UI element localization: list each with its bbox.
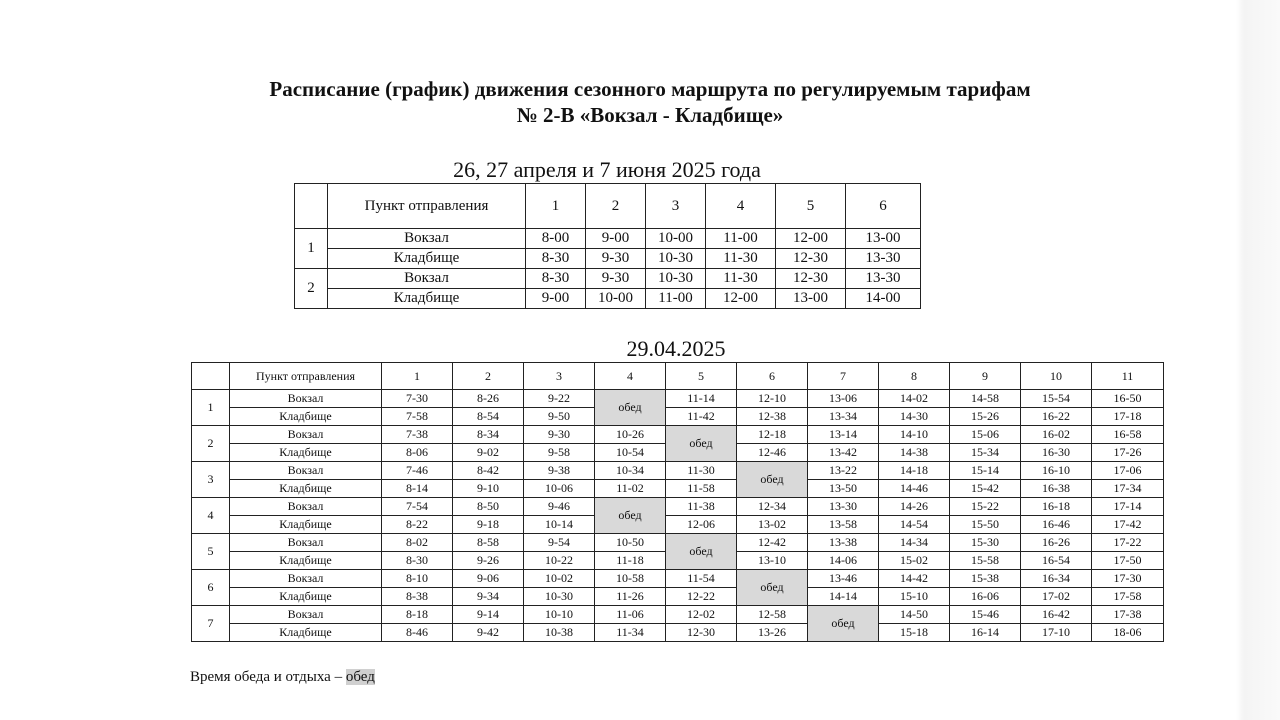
time-cell: 12-34 (737, 498, 808, 516)
lunch-break-cell: обед (737, 570, 808, 606)
time-cell: 8-02 (382, 534, 453, 552)
table-row (192, 462, 1164, 480)
time-cell: 15-34 (950, 444, 1021, 462)
header-trip-3: 3 (524, 363, 595, 390)
lunch-break-cell: обед (808, 606, 879, 642)
time-cell: 15-10 (879, 588, 950, 606)
header-departure-point: Пункт отправления (328, 184, 526, 229)
time-cell: 13-10 (737, 552, 808, 570)
time-cell: 15-18 (879, 624, 950, 642)
lunch-break-cell: обед (666, 426, 737, 462)
time-cell: 17-18 (1092, 408, 1164, 426)
time-cell: 12-10 (737, 390, 808, 408)
time-cell: 11-34 (595, 624, 666, 642)
time-cell: 9-06 (453, 570, 524, 588)
lunch-note-highlight: обед (345, 669, 375, 685)
time-cell: 12-30 (776, 269, 846, 289)
time-cell: 15-06 (950, 426, 1021, 444)
time-cell: 14-14 (808, 588, 879, 606)
time-cell: 16-50 (1092, 390, 1164, 408)
vehicle-number: 4 (192, 498, 230, 534)
time-cell: 11-26 (595, 588, 666, 606)
header-trip-6: 6 (737, 363, 808, 390)
stop-name: Вокзал (230, 606, 382, 624)
time-cell: 16-22 (1021, 408, 1092, 426)
header-trip-11: 11 (1092, 363, 1164, 390)
header-trip-5: 5 (666, 363, 737, 390)
title-line-1: Расписание (график) движения сезонного маршрута по регулируемым тарифам (269, 77, 1031, 101)
time-cell: 10-38 (524, 624, 595, 642)
time-cell: 17-34 (1092, 480, 1164, 498)
time-cell: 17-58 (1092, 588, 1164, 606)
time-cell: 9-00 (526, 289, 586, 309)
header-trip-5: 5 (776, 184, 846, 229)
stop-name: Кладбище (230, 408, 382, 426)
time-cell: 17-06 (1092, 462, 1164, 480)
time-cell: 15-14 (950, 462, 1021, 480)
time-cell: 14-02 (879, 390, 950, 408)
vehicle-number: 2 (295, 269, 328, 309)
header-trip-3: 3 (646, 184, 706, 229)
vehicle-number: 3 (192, 462, 230, 498)
time-cell: 14-50 (879, 606, 950, 624)
time-cell: 11-00 (706, 229, 776, 249)
time-cell: 11-58 (666, 480, 737, 498)
time-cell: 16-14 (950, 624, 1021, 642)
time-cell: 15-46 (950, 606, 1021, 624)
time-cell: 9-50 (524, 408, 595, 426)
lunch-break-cell: обед (737, 462, 808, 498)
time-cell: 14-46 (879, 480, 950, 498)
time-cell: 9-42 (453, 624, 524, 642)
stop-name: Вокзал (230, 462, 382, 480)
time-cell: 9-58 (524, 444, 595, 462)
time-cell: 12-02 (666, 606, 737, 624)
corner-cell (192, 363, 230, 390)
time-cell: 10-30 (646, 249, 706, 269)
time-cell: 9-34 (453, 588, 524, 606)
time-cell: 9-14 (453, 606, 524, 624)
time-cell: 9-30 (586, 249, 646, 269)
time-cell: 13-46 (808, 570, 879, 588)
stop-name: Вокзал (328, 269, 526, 289)
time-cell: 8-18 (382, 606, 453, 624)
vehicle-number: 7 (192, 606, 230, 642)
time-cell: 10-06 (524, 480, 595, 498)
time-cell: 13-00 (846, 229, 921, 249)
stop-name: Вокзал (230, 498, 382, 516)
table1-caption: 26, 27 апреля и 7 июня 2025 года (453, 157, 761, 182)
time-cell: 17-30 (1092, 570, 1164, 588)
stop-name: Кладбище (328, 249, 526, 269)
stop-name: Вокзал (328, 229, 526, 249)
time-cell: 10-54 (595, 444, 666, 462)
table-row (295, 229, 921, 249)
time-cell: 12-00 (776, 229, 846, 249)
time-cell: 14-18 (879, 462, 950, 480)
time-cell: 8-34 (453, 426, 524, 444)
table-row (192, 408, 1164, 426)
time-cell: 16-26 (1021, 534, 1092, 552)
stop-name: Вокзал (230, 390, 382, 408)
document-title (150, 76, 1150, 128)
time-cell: 9-46 (524, 498, 595, 516)
time-cell: 15-02 (879, 552, 950, 570)
time-cell: 13-30 (846, 269, 921, 289)
time-cell: 9-38 (524, 462, 595, 480)
vehicle-number: 1 (295, 229, 328, 269)
corner-cell (295, 184, 328, 229)
time-cell: 14-10 (879, 426, 950, 444)
vehicle-number: 5 (192, 534, 230, 570)
time-cell: 9-00 (586, 229, 646, 249)
time-cell: 8-50 (453, 498, 524, 516)
time-cell: 16-46 (1021, 516, 1092, 534)
vehicle-number: 1 (192, 390, 230, 426)
time-cell: 10-34 (595, 462, 666, 480)
time-cell: 11-38 (666, 498, 737, 516)
time-cell: 8-38 (382, 588, 453, 606)
table-row (192, 516, 1164, 534)
time-cell: 16-54 (1021, 552, 1092, 570)
time-cell: 7-46 (382, 462, 453, 480)
time-cell: 16-58 (1092, 426, 1164, 444)
table-row (192, 534, 1164, 552)
time-cell: 17-14 (1092, 498, 1164, 516)
time-cell: 9-22 (524, 390, 595, 408)
time-cell: 17-50 (1092, 552, 1164, 570)
vehicle-number: 2 (192, 426, 230, 462)
time-cell: 15-30 (950, 534, 1021, 552)
time-cell: 15-26 (950, 408, 1021, 426)
time-cell: 10-26 (595, 426, 666, 444)
time-cell: 13-30 (808, 498, 879, 516)
time-cell: 14-58 (950, 390, 1021, 408)
time-cell: 9-26 (453, 552, 524, 570)
time-cell: 17-38 (1092, 606, 1164, 624)
time-cell: 17-22 (1092, 534, 1164, 552)
schedule-table-holiday (294, 183, 921, 309)
time-cell: 14-06 (808, 552, 879, 570)
time-cell: 8-10 (382, 570, 453, 588)
header-row (192, 363, 1164, 390)
time-cell: 15-22 (950, 498, 1021, 516)
header-trip-2: 2 (453, 363, 524, 390)
time-cell: 8-58 (453, 534, 524, 552)
time-cell: 12-58 (737, 606, 808, 624)
time-cell: 9-30 (524, 426, 595, 444)
time-cell: 15-38 (950, 570, 1021, 588)
table-row (192, 390, 1164, 408)
time-cell: 11-30 (706, 249, 776, 269)
time-cell: 13-30 (846, 249, 921, 269)
time-cell: 9-10 (453, 480, 524, 498)
time-cell: 11-30 (666, 462, 737, 480)
time-cell: 17-26 (1092, 444, 1164, 462)
time-cell: 9-18 (453, 516, 524, 534)
stop-name: Кладбище (230, 516, 382, 534)
time-cell: 13-26 (737, 624, 808, 642)
header-trip-6: 6 (846, 184, 921, 229)
time-cell: 17-10 (1021, 624, 1092, 642)
time-cell: 8-46 (382, 624, 453, 642)
time-cell: 10-50 (595, 534, 666, 552)
time-cell: 16-10 (1021, 462, 1092, 480)
time-cell: 10-00 (586, 289, 646, 309)
time-cell: 11-06 (595, 606, 666, 624)
time-cell: 16-18 (1021, 498, 1092, 516)
time-cell: 17-42 (1092, 516, 1164, 534)
header-trip-1: 1 (382, 363, 453, 390)
time-cell: 14-00 (846, 289, 921, 309)
time-cell: 8-30 (526, 269, 586, 289)
header-trip-8: 8 (879, 363, 950, 390)
time-cell: 16-30 (1021, 444, 1092, 462)
time-cell: 12-18 (737, 426, 808, 444)
time-cell: 11-14 (666, 390, 737, 408)
time-cell: 12-06 (666, 516, 737, 534)
title-line-2: № 2-В «Вокзал - Кладбище» (516, 103, 784, 127)
table-row (192, 588, 1164, 606)
time-cell: 14-30 (879, 408, 950, 426)
time-cell: 11-02 (595, 480, 666, 498)
stop-name: Кладбище (230, 480, 382, 498)
time-cell: 8-54 (453, 408, 524, 426)
table-row (192, 570, 1164, 588)
time-cell: 13-14 (808, 426, 879, 444)
time-cell: 15-42 (950, 480, 1021, 498)
time-cell: 8-26 (453, 390, 524, 408)
time-cell: 7-54 (382, 498, 453, 516)
header-trip-1: 1 (526, 184, 586, 229)
table-row (192, 606, 1164, 624)
stop-name: Вокзал (230, 534, 382, 552)
time-cell: 7-38 (382, 426, 453, 444)
time-cell: 10-30 (524, 588, 595, 606)
time-cell: 8-30 (382, 552, 453, 570)
time-cell: 18-06 (1092, 624, 1164, 642)
stop-name: Кладбище (230, 588, 382, 606)
time-cell: 14-26 (879, 498, 950, 516)
time-cell: 12-38 (737, 408, 808, 426)
table-row (295, 269, 921, 289)
time-cell: 14-42 (879, 570, 950, 588)
time-cell: 12-30 (666, 624, 737, 642)
stop-name: Вокзал (230, 570, 382, 588)
time-cell: 12-00 (706, 289, 776, 309)
header-trip-4: 4 (706, 184, 776, 229)
time-cell: 16-34 (1021, 570, 1092, 588)
lunch-break-cell: обед (666, 534, 737, 570)
header-departure-point: Пункт отправления (230, 363, 382, 390)
time-cell: 11-42 (666, 408, 737, 426)
lunch-break-cell: обед (595, 498, 666, 534)
time-cell: 14-54 (879, 516, 950, 534)
table-row (295, 249, 921, 269)
time-cell: 13-02 (737, 516, 808, 534)
time-cell: 10-30 (646, 269, 706, 289)
time-cell: 7-58 (382, 408, 453, 426)
time-cell: 11-18 (595, 552, 666, 570)
time-cell: 14-38 (879, 444, 950, 462)
time-cell: 12-22 (666, 588, 737, 606)
header-trip-9: 9 (950, 363, 1021, 390)
vehicle-number: 6 (192, 570, 230, 606)
stop-name: Кладбище (230, 552, 382, 570)
time-cell: 8-00 (526, 229, 586, 249)
time-cell: 16-42 (1021, 606, 1092, 624)
time-cell: 13-22 (808, 462, 879, 480)
lunch-note (190, 668, 375, 686)
time-cell: 11-30 (706, 269, 776, 289)
stop-name: Вокзал (230, 426, 382, 444)
time-cell: 12-46 (737, 444, 808, 462)
time-cell: 16-38 (1021, 480, 1092, 498)
time-cell: 8-14 (382, 480, 453, 498)
time-cell: 16-06 (950, 588, 1021, 606)
time-cell: 8-22 (382, 516, 453, 534)
time-cell: 13-06 (808, 390, 879, 408)
time-cell: 10-02 (524, 570, 595, 588)
time-cell: 17-02 (1021, 588, 1092, 606)
time-cell: 8-06 (382, 444, 453, 462)
time-cell: 15-50 (950, 516, 1021, 534)
header-trip-4: 4 (595, 363, 666, 390)
header-trip-7: 7 (808, 363, 879, 390)
header-row (295, 184, 921, 229)
table-row (192, 426, 1164, 444)
time-cell: 13-58 (808, 516, 879, 534)
schedule-table-weekday (191, 362, 1164, 642)
time-cell: 10-14 (524, 516, 595, 534)
time-cell: 13-42 (808, 444, 879, 462)
table-row (192, 480, 1164, 498)
time-cell: 7-30 (382, 390, 453, 408)
time-cell: 14-34 (879, 534, 950, 552)
time-cell: 11-00 (646, 289, 706, 309)
table-row (295, 289, 921, 309)
time-cell: 12-30 (776, 249, 846, 269)
lunch-break-cell: обед (595, 390, 666, 426)
time-cell: 10-10 (524, 606, 595, 624)
time-cell: 15-54 (1021, 390, 1092, 408)
time-cell: 9-54 (524, 534, 595, 552)
time-cell: 13-00 (776, 289, 846, 309)
time-cell: 9-30 (586, 269, 646, 289)
stop-name: Кладбище (230, 624, 382, 642)
header-trip-2: 2 (586, 184, 646, 229)
time-cell: 8-30 (526, 249, 586, 269)
time-cell: 13-38 (808, 534, 879, 552)
time-cell: 10-22 (524, 552, 595, 570)
time-cell: 16-02 (1021, 426, 1092, 444)
time-cell: 13-50 (808, 480, 879, 498)
header-trip-10: 10 (1021, 363, 1092, 390)
table-row (192, 498, 1164, 516)
table-row (192, 624, 1164, 642)
time-cell: 10-00 (646, 229, 706, 249)
time-cell: 10-58 (595, 570, 666, 588)
table2-caption: 29.04.2025 (626, 336, 726, 361)
time-cell: 9-02 (453, 444, 524, 462)
time-cell: 15-58 (950, 552, 1021, 570)
lunch-note-text: Время обеда и отдыха – (190, 669, 346, 685)
time-cell: 12-42 (737, 534, 808, 552)
time-cell: 8-42 (453, 462, 524, 480)
time-cell: 13-34 (808, 408, 879, 426)
stop-name: Кладбище (328, 289, 526, 309)
time-cell: 11-54 (666, 570, 737, 588)
stop-name: Кладбище (230, 444, 382, 462)
